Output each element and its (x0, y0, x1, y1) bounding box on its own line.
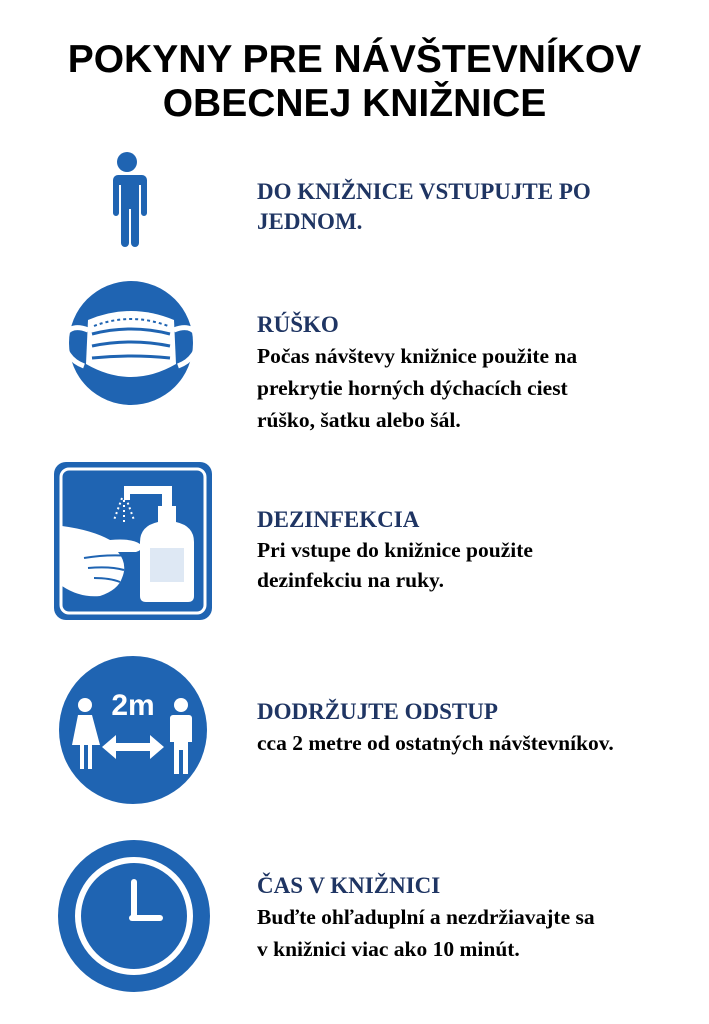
distance-label: 2m (111, 689, 155, 722)
section-heading: ČAS V KNIŽNICI (257, 873, 441, 898)
page-title-line-2: OBECNEJ KNIŽNICE (162, 82, 547, 125)
section-heading: RÚŠKO (257, 312, 339, 337)
page-title (0, 38, 709, 126)
hand-sanitizer-icon (54, 462, 212, 620)
section-heading: DO KNIŽNICE VSTUPUJTE PO (257, 179, 591, 204)
section-heading: JEDNOM. (257, 209, 363, 234)
section-body-line: rúško, šatku alebo šál. (257, 408, 461, 432)
section-heading: DEZINFEKCIA (257, 507, 420, 532)
page-title-line-1: POKYNY PRE NÁVŠTEVNÍKOV (67, 38, 642, 81)
section-body-line: v knižnici viac ako 10 minút. (257, 937, 520, 961)
section-body (257, 727, 614, 759)
section-body (257, 535, 671, 595)
section-body-line: Počas návštevy knižnice použite na (257, 344, 578, 368)
section-entry-one-by-one (257, 177, 591, 237)
section-face-mask (257, 310, 577, 436)
section-body-line: Pri vstupe do knižnice použite (257, 538, 533, 562)
section-body-line: dezinfekciu na ruky. (257, 568, 444, 592)
section-heading: DODRŽUJTE ODSTUP (257, 699, 498, 724)
section-time-in-library (257, 871, 595, 965)
section-keep-distance (257, 697, 614, 759)
section-body-line: cca 2 metre od ostatných návštevníkov. (257, 731, 614, 755)
face-mask-icon (50, 278, 212, 408)
clock-icon (56, 838, 212, 994)
section-body (257, 340, 577, 436)
social-distance-icon (58, 655, 208, 805)
section-body-line: Buďte ohľaduplní a nezdržiavajte sa (257, 905, 595, 929)
section-body (257, 901, 595, 965)
section-body-line: prekrytie horných dýchacích ciest (257, 376, 568, 400)
single-person-icon (90, 140, 170, 250)
section-disinfection (257, 505, 671, 595)
